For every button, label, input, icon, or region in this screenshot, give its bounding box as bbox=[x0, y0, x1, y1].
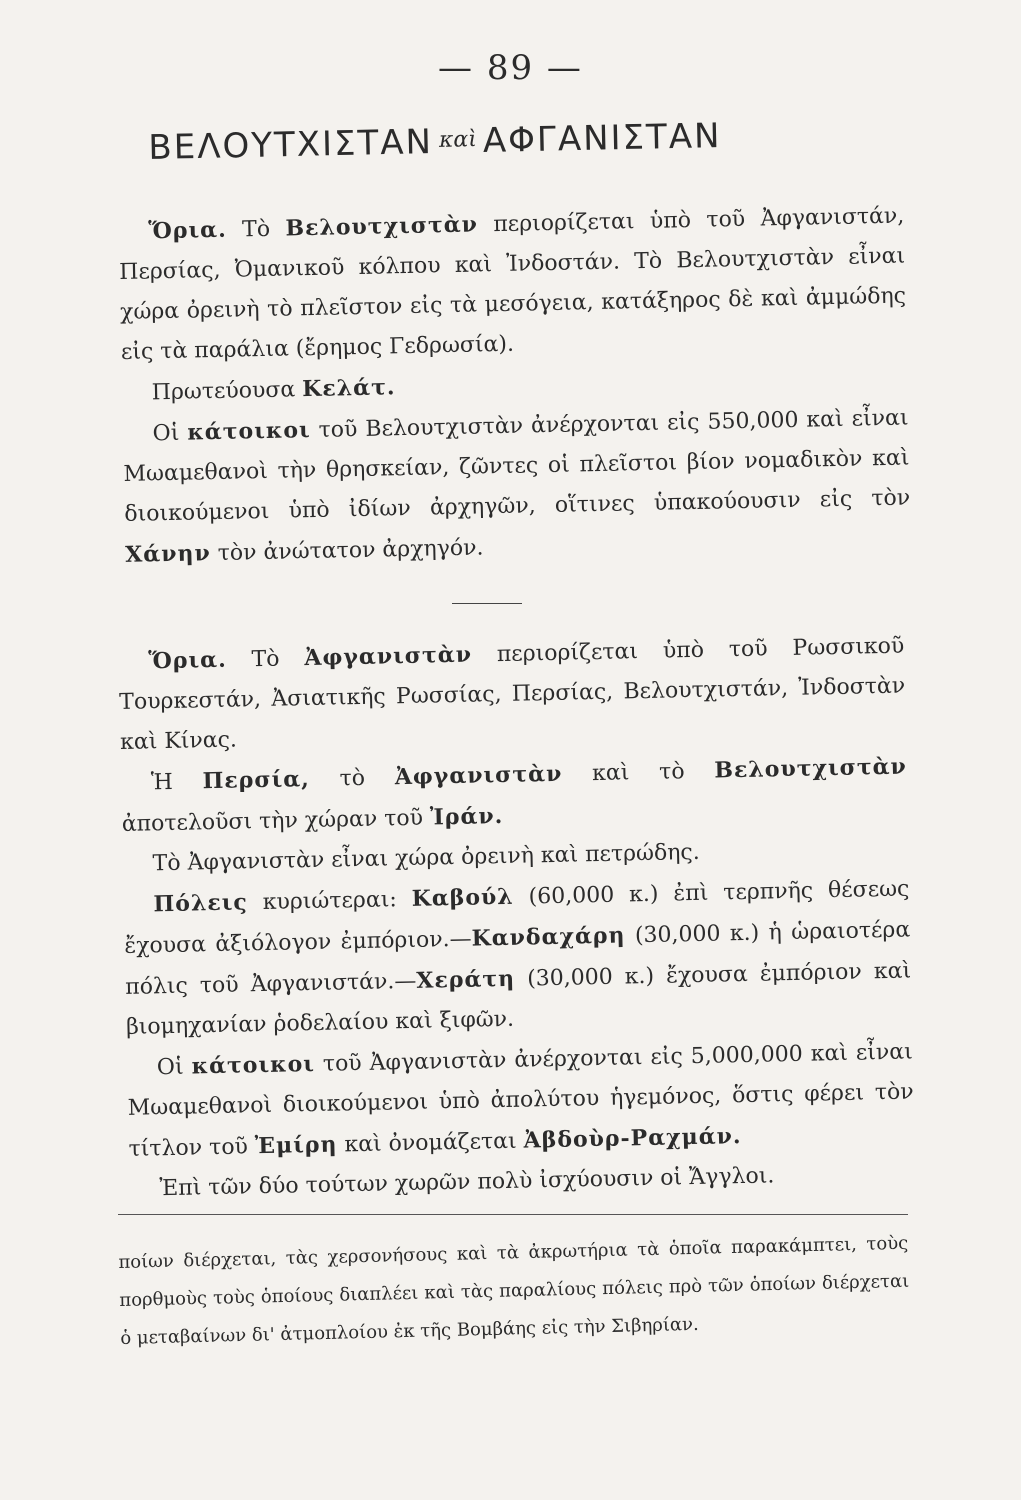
heading-borders: Ὅρια. bbox=[148, 216, 227, 245]
term-abdur-rahman: Ἀβδοὺρ-Ραχμάν. bbox=[523, 1123, 742, 1154]
paragraph-borders-baluchistan bbox=[118, 196, 907, 373]
term-baluchistan: Βελουτχιστὰν bbox=[285, 211, 479, 242]
text: ἀποτελοῦσι τὴν χώραν τοῦ bbox=[121, 805, 431, 837]
paragraph-cities bbox=[123, 868, 912, 1047]
paragraph-inhabitants-baluchistan bbox=[122, 397, 911, 575]
term-kabul: Καβούλ bbox=[411, 883, 514, 912]
paragraph-english-influence: Ἐπὶ τῶν δύο τούτων χωρῶν πολὺ ἰσχύουσιν οἱ Ἄγγλοι. bbox=[159, 1163, 775, 1202]
section-afghanistan bbox=[118, 626, 916, 1210]
term-persia: Περσία, bbox=[202, 766, 311, 795]
text: καὶ ὀνομάζεται bbox=[337, 1128, 524, 1158]
text: Οἱ bbox=[152, 420, 188, 447]
footnote bbox=[118, 1225, 911, 1358]
text: Τὸ bbox=[226, 216, 286, 243]
section-divider bbox=[452, 603, 522, 604]
text: τοῦ Βελουτχιστὰν ἀνέρχονται εἰς 550,000 καὶ εἶναι Μωαμεθανοὶ τὴν θρησκείαν, ζῶντες οἱ πλεῖστοι βίον νομαδικὸν καὶ διοικούμενοι ὑπὸ ἰδίων ἀρχηγῶν, οἵτινες ὑπακούουσιν εἰς τὸν bbox=[123, 405, 911, 527]
text: τὸ bbox=[309, 765, 396, 793]
text: (30,000 κ.) ἡ ὡραιοτέρα πόλις τοῦ Ἀφγανιστάν.— bbox=[124, 917, 911, 1000]
text: Τὸ bbox=[226, 646, 305, 673]
text: κυριώτεραι: bbox=[247, 886, 412, 916]
text: καὶ τὸ bbox=[562, 758, 715, 787]
chapter-title bbox=[148, 113, 869, 168]
title-conjunction: καὶ bbox=[438, 127, 478, 153]
paragraph-borders-afghanistan bbox=[118, 626, 906, 763]
section-baluchistan bbox=[118, 196, 911, 576]
term-afghanistan: Ἀφγανιστὰν bbox=[304, 641, 473, 672]
text: Ἡ bbox=[150, 769, 203, 796]
paragraph-terrain: Τὸ Ἀφγανιστὰν εἶναι χώρα ὀρεινὴ καὶ πετρώδης. bbox=[152, 839, 700, 877]
term-afghanistan: Ἀφγανιστὰν bbox=[394, 760, 563, 791]
term-kelat: Κελάτ. bbox=[301, 374, 396, 403]
text: Οἱ bbox=[156, 1054, 192, 1081]
term-herat: Χεράτη bbox=[416, 965, 516, 994]
term-khan: Χάνην bbox=[124, 540, 211, 568]
text: περιορίζεται ὑπὸ τοῦ Ρωσσικοῦ Τουρκεστάν, Ἀσιατικῆς Ρωσσίας, Περσίας, Βελουτχιστάν, Ἰνδοστὰν καὶ Κίνας. bbox=[119, 633, 906, 755]
text: (60,000 κ.) ἐπὶ τερπνῆς θέσεως ἔχουσα ἀξιόλογον ἐμπόριον.— bbox=[124, 876, 910, 959]
term-emir: Ἐμίρη bbox=[254, 1131, 338, 1160]
footnote-divider bbox=[118, 1214, 908, 1215]
text: τὸν ἀνώτατον ἀρχηγόν. bbox=[210, 535, 484, 567]
term-inhabitants: κάτοικοι bbox=[187, 417, 311, 446]
footnote-text: ποίων διέρχεται, τὰς χερσονήσους καὶ τὰ ἀκρωτήρια τὰ ὁποῖα παρακάμπτει, τοὺς πορθμοὺς τοὺς ὁποίους διαπλέει καὶ τὰς παραλίους πόλεις πρὸ τῶν ὁποίων διέρχεται ὁ μεταβαίνων δι' ἀτμοπλοίου ἐκ τῆς Βομβάης εἰς τὴν Σιβηρίαν. bbox=[118, 1232, 910, 1349]
page-number: — 89 — bbox=[438, 48, 583, 88]
text: περιορίζεται ὑπὸ τοῦ Ἀφγανιστάν, Περσίας, Ὀμανικοῦ κόλπου καὶ Ἰνδοστάν. Τὸ Βελουτχιστὰν εἶναι χώρα ὀρεινὴ τὸ πλεῖστον εἰς τὰ μεσόγεια, κατάξηρος δὲ καὶ ἀμμώδης εἰς τὰ παράλια (ἔρημος Γεδρωσία). bbox=[119, 203, 907, 365]
text: τοῦ Ἀφγανιστὰν ἀνέρχονται εἰς 5,000,000 καὶ εἶναι Μωαμεθανοὶ διοικούμενοι ὑπὸ ἀπολύτου ἡγεμόνος, ὅστις φέρει τὸν τίτλον τοῦ bbox=[127, 1039, 914, 1162]
term-iran: Ἰράν. bbox=[429, 802, 504, 831]
text: (30,000 κ.) ἔχουσα ἐμπόριον καὶ βιομηχανίαν ῥοδελαίου καὶ ξιφῶν. bbox=[125, 958, 912, 1040]
title-part-1: ΒΕΛΟΥΤΧΙΣΤΑΝ bbox=[148, 122, 434, 168]
paragraph-inhabitants-afghanistan bbox=[127, 1031, 915, 1169]
heading-borders: Ὅρια. bbox=[148, 646, 227, 675]
term-kandahar: Κανδαχάρη bbox=[471, 922, 626, 952]
text: Πρωτεύουσα bbox=[151, 377, 303, 406]
term-baluchistan: Βελουτχιστὰν bbox=[714, 753, 908, 784]
title-part-2: ΑΦΓΑΝΙΣΤΑΝ bbox=[482, 115, 722, 161]
term-cities: Πόλεις bbox=[153, 889, 249, 918]
term-inhabitants: κάτοικοι bbox=[191, 1050, 316, 1080]
